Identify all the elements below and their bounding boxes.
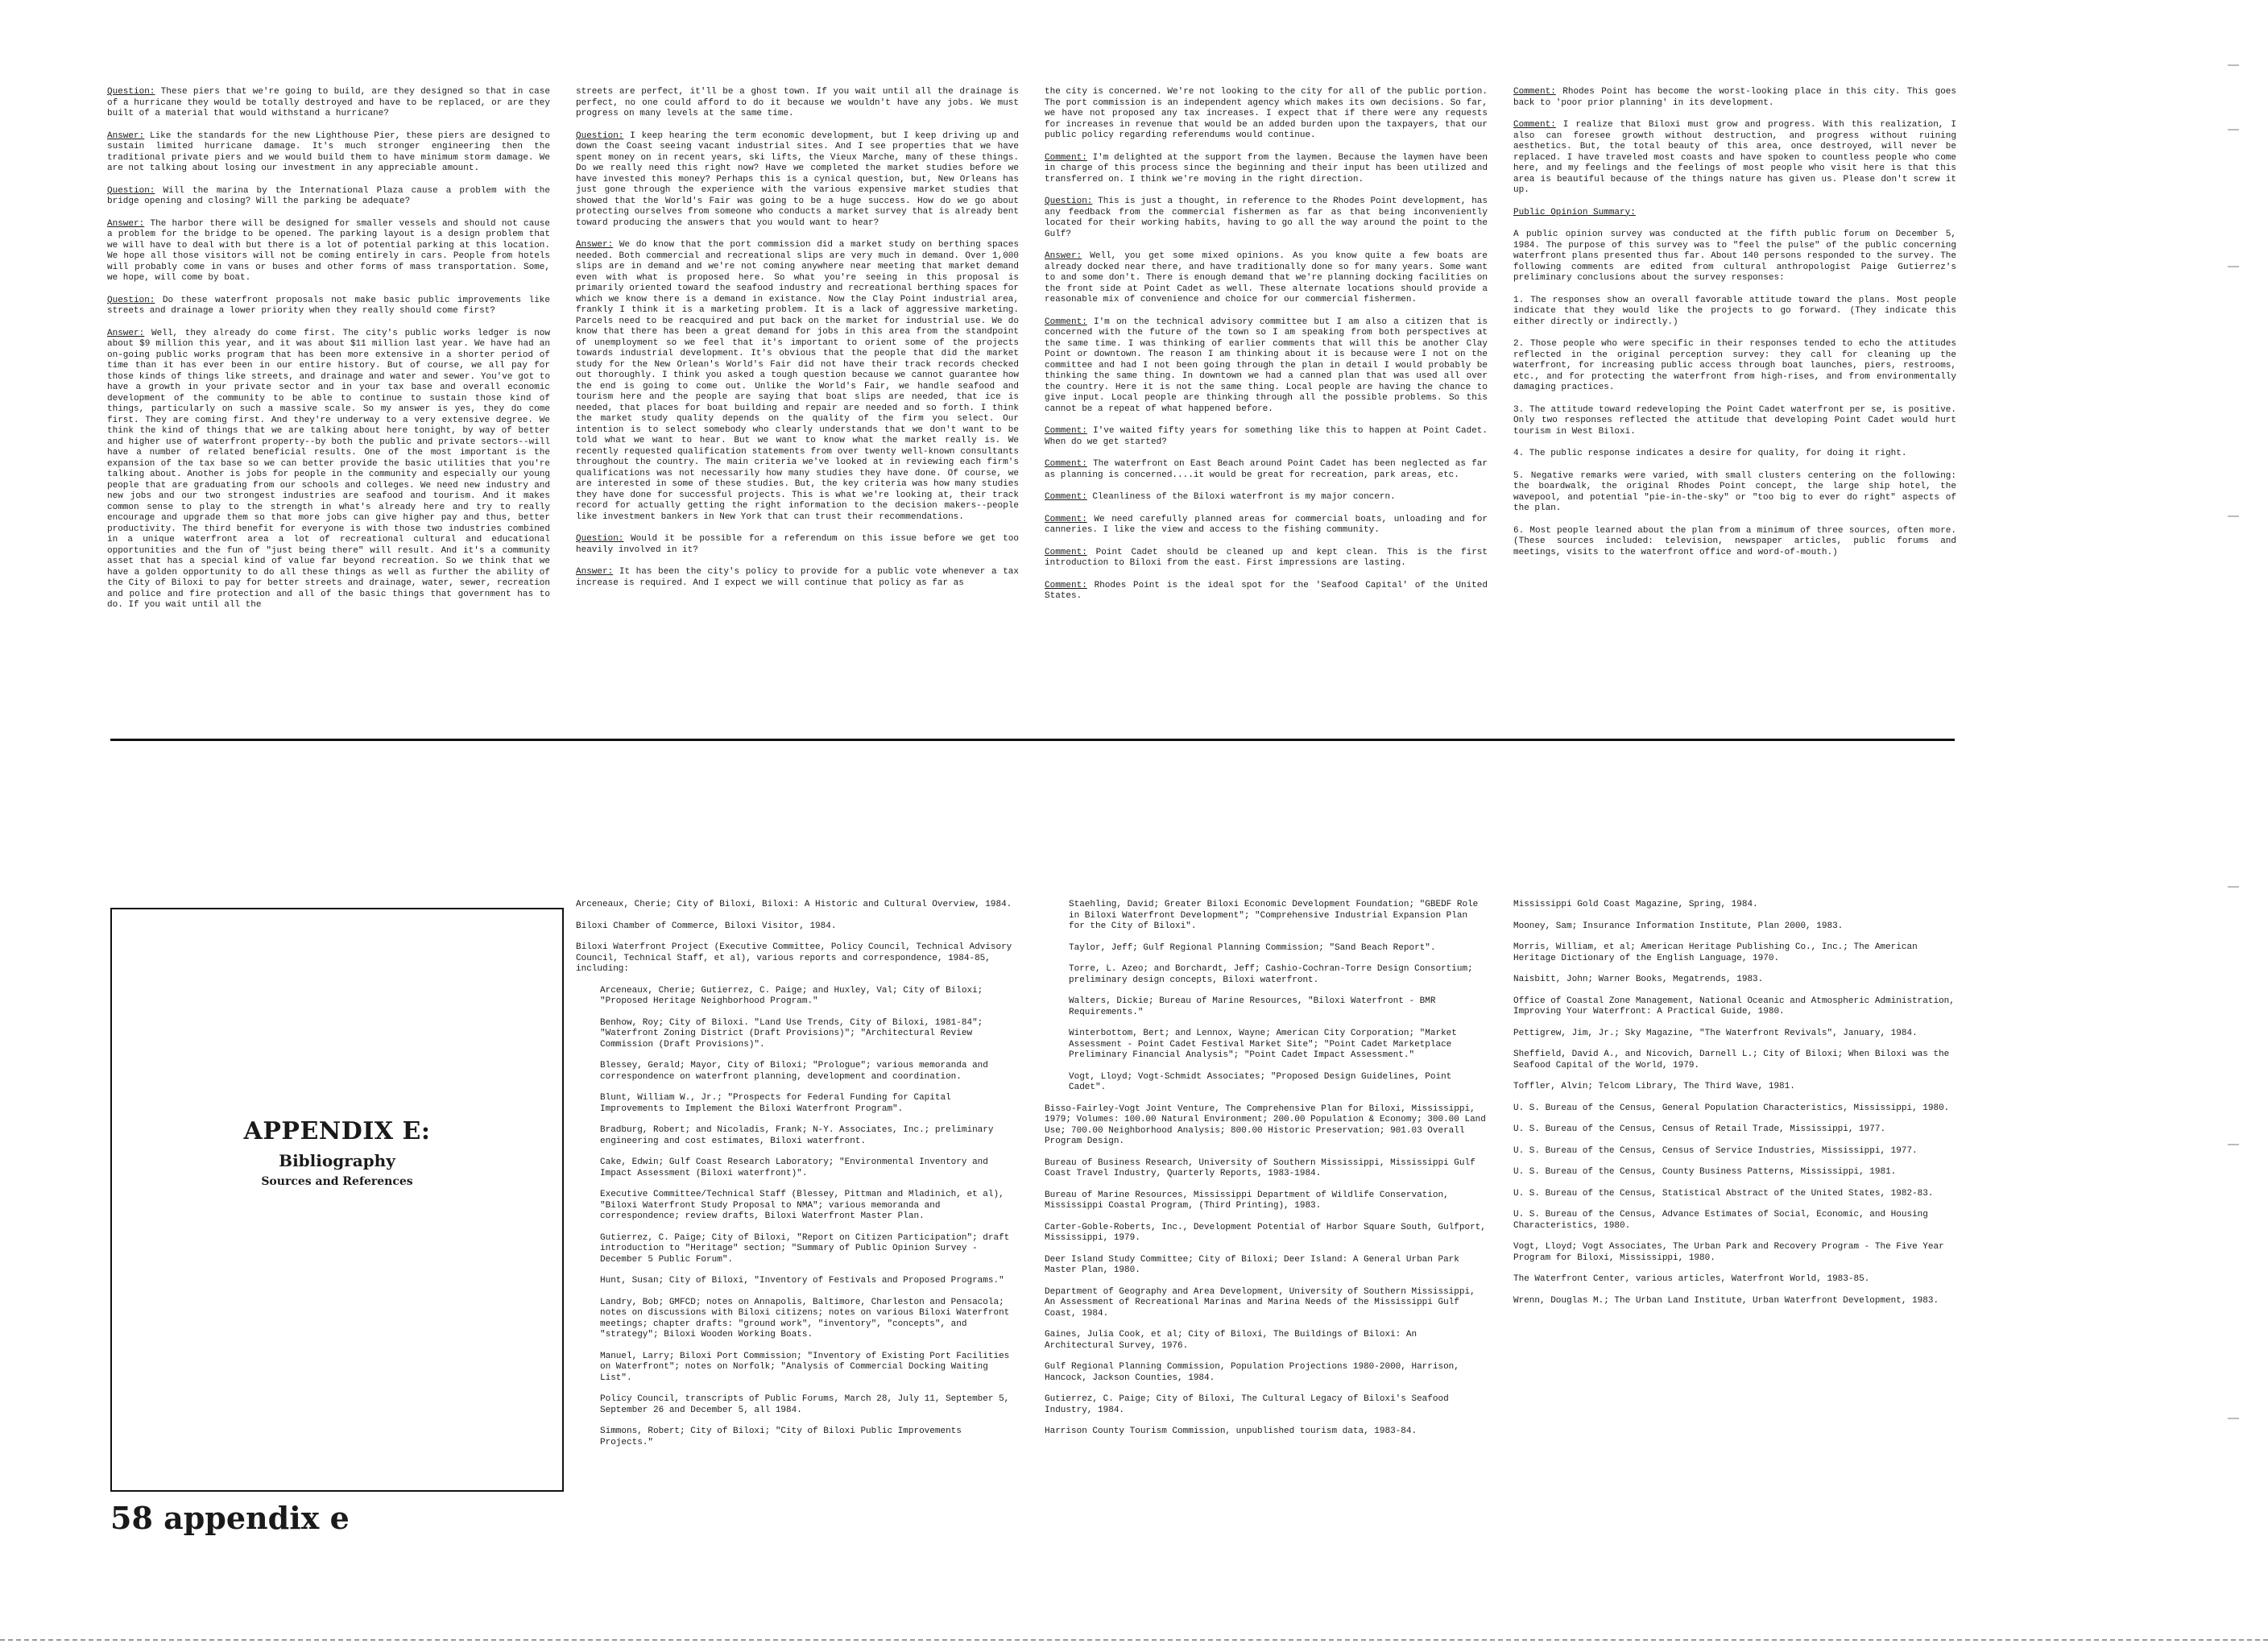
paragraph-label: Public Opinion Summary:	[1513, 207, 1636, 217]
text-column-3	[1045, 87, 1488, 614]
bibliography-entry: Winterbottom, Bert; and Lennox, Wayne; American City Corporation; "Market Assessment - Point Cadet Festival Market Site"; "Point Cadet Marketplace Preliminary Financial Analysis"; "Point Cadet Impact Assessment."	[1069, 1029, 1457, 1060]
scan-edge-mark	[2228, 129, 2239, 130]
paragraph-label: Comment:	[1045, 152, 1087, 163]
paragraph-label: Question:	[107, 185, 155, 196]
paragraph-label: Question:	[107, 87, 155, 97]
paragraph-text: I keep hearing the term economic development, but I keep driving up and down the Coast seeing vacant industrial sites. And I see properties that we have spent money on in recent years, ski lifts, the Vieux Marche, many of these things. Do we really need this right now? Have we completed the market studies before we have invested this money? Perhaps this is a cynical question, but, New Orleans has just gone through the experience with the various expensive market studies that showed that the World's Fair was going to be a huge success. How do we go about protecting ourselves from someone who conducts a market survey that is already bent toward producing the answers that you would want to hear?	[576, 130, 1019, 228]
paragraph-label: Comment:	[1045, 547, 1087, 557]
paragraph-text: I'm delighted at the support from the laymen. Because the laymen have been in charge of this process since the beginning and their input has been utilized and transferred on. I think we're moving in the right direction.	[1045, 152, 1488, 184]
bibliography-entry: Policy Council, transcripts of Public Forums, March 28, July 11, September 5, September 26 and December 5, all 1984.	[600, 1394, 1010, 1415]
bibliography-entry: Biloxi Waterfront Project (Executive Committee, Policy Council, Technical Advisory Council, Technical Staff, et al), various reports and correspondence, 1984-85, including:	[576, 942, 1012, 974]
appendix-subtitle: Bibliography	[279, 1151, 395, 1170]
bibliography-entry: Torre, L. Azeo; and Borchardt, Jeff; Cashio-Cochran-Torre Design Consortium; preliminary design concepts, Biloxi waterfront.	[1069, 964, 1473, 985]
bibliography-entry: Bureau of Business Research, University of Southern Mississippi, Mississippi Gulf Coast Travel Industry, Quarterly Reports, 1983-1984.	[1045, 1157, 1475, 1178]
paragraph-label: Answer:	[576, 240, 614, 250]
paragraph-label: Answer:	[107, 130, 145, 141]
paragraph-label: Comment:	[1045, 492, 1087, 502]
paragraph	[1513, 471, 1956, 515]
bibliography-entry: U. S. Bureau of the Census, Census of Retail Trade, Mississippi, 1977.	[1513, 1124, 1886, 1134]
bibliography-entry: Taylor, Jeff; Gulf Regional Planning Commission; "Sand Beach Report".	[1069, 942, 1436, 953]
bibliography-entry: Bisso-Fairley-Vogt Joint Venture, The Comprehensive Plan for Biloxi, Mississippi, 1979; Volumes: 100.00 Natural Environment; 200.00 Population & Economy; 300.00 Land Use; 700.00 Neighborhood Analysis; 800.00 Historic Preservation; 901.03 Overall Program Design.	[1045, 1103, 1486, 1146]
scan-edge-mark	[2228, 516, 2239, 517]
bibliography-entry: Sheffield, David A., and Nicovich, Darnell L.; City of Biloxi; When Biloxi was the Seafood Capital of the World, 1979.	[1513, 1050, 1950, 1070]
bibliography-entry: Walters, Dickie; Bureau of Marine Resources, "Biloxi Waterfront - BMR Requirements."	[1069, 996, 1436, 1017]
bibliography-entry: Carter-Goble-Roberts, Inc., Development Potential of Harbor Square South, Gulfport, Mississippi, 1979.	[1045, 1222, 1486, 1243]
bibliography-entry: Staehling, David; Greater Biloxi Economic Development Foundation; "GBEDF Role in Biloxi Waterfront Development"; "Comprehensive Industrial Expansion Plan for the City of Biloxi".	[1069, 900, 1479, 931]
bibliography-entry: U. S. Bureau of the Census, County Business Patterns, Mississippi, 1981.	[1513, 1167, 1897, 1177]
paragraph	[576, 567, 1019, 589]
paragraph-text: streets are perfect, it'll be a ghost town. If you wait until all the drainage is perfect, no one could afford to do it because we wouldn't have any jobs. We must progress on many levels at the same time.	[576, 87, 1019, 118]
scan-edge-mark	[2228, 64, 2239, 66]
bibliography-column-3	[1513, 900, 1956, 1317]
paragraph	[107, 296, 550, 317]
bibliography-entry: Blunt, William W., Jr.; "Prospects for Federal Funding for Capital Improvements to Implement the Biloxi Waterfront Program".	[600, 1093, 951, 1114]
paragraph	[1045, 515, 1488, 536]
bibliography-entry: Deer Island Study Committee; City of Biloxi; Deer Island: A General Urban Park Master Plan, 1980.	[1045, 1254, 1459, 1275]
scan-edge-mark	[2228, 1418, 2239, 1419]
paragraph-text: the city is concerned. We're not looking to the city for all of the public portion. The port commission is an independent agency which makes its own decisions. So far, we have not proposed any tax increases. I expect that if there were any requests for increases in revenue that would be an added burden upon the taxpayers, that our public policy regarding referendums would continue.	[1045, 87, 1488, 140]
bibliography-entry: Harrison County Tourism Commission, unpublished tourism data, 1983-84.	[1045, 1426, 1418, 1436]
paragraph-text: Well, they already do come first. The city's public works ledger is now about $9 million this year, and it was about $11 million last year. We have had an on-going public works program that has been more extensive in a shorter period of time than it has ever been in our entire history. But of course, we all pay for those kinds of things like streets, and drainage and water and sewer. You've got to have a growth in your private sector and in your tax base and overall economic development of the community to be able to continue to sustain those kind of things, particularly on such a massive scale. So my answer is yes, they do come first. They are coming first. And they're underway to a very extensive degree. We think the kind of things that we are talking about here tonight, by way of better and higher use of waterfront property--by both the public and private sectors--will have a number of related beneficial results. One of the most important is the expansion of the tax base so we can better provide the basic utilities that you're talking about. Another is jobs for people in the community and especially our young people that are graduating from our schools and colleges. We need new industry and new jobs and our two strongest industries are seafood and tourism. And it makes common sense to play to the strength in what's already here and try to really encourage and upgrade them so that more jobs can give higher pay and thus, better productivity. The third benefit for everyone is with those two industries combined in a unique waterfront area a lot of recreational cultural and educational opportunities and the fun of "just being there" will result. And it's a community asset that has a special kind of value far beyond recreation. So we think that we have a golden opportunity to do all these things as well as further the ability of the City of Biloxi to pay for better streets and drainage, water, sewer, recreation and police and fire protection and all of the basic things that government has to do. If you wait until all the	[107, 328, 550, 610]
bibliography-entry: Cake, Edwin; Gulf Coast Research Laboratory; "Environmental Inventory and Impact Assessment (Biloxi waterfront)".	[600, 1157, 988, 1178]
paragraph	[1045, 492, 1488, 503]
paragraph	[1513, 449, 1956, 460]
bibliography-entry: Wrenn, Douglas M.; The Urban Land Institute, Urban Waterfront Development, 1983.	[1513, 1295, 1939, 1306]
bibliography-entry: Vogt, Lloyd; Vogt Associates, The Urban Park and Recovery Program - The Five Year Program for Biloxi, Mississippi, 1980.	[1513, 1242, 1944, 1263]
paragraph-label: Comment:	[1513, 120, 1556, 130]
paragraph-text: Rhodes Point has become the worst-looking place in this city. This goes back to 'poor prior planning' in its development.	[1513, 87, 1956, 108]
paragraph	[576, 534, 1019, 556]
paragraph-text: 2. Those people who were specific in their responses tended to echo the attitudes reflected in the original perception survey: they call for cleaning up the waterfront, for increasing public access through boat launches, piers, restrooms, etc., and for protecting the waterfront from high-rises, and from environmentally damaging practices.	[1513, 339, 1956, 392]
paragraph-text: 5. Negative remarks were varied, with small clusters centering on the following: the boardwalk, the original Rhodes Point concept, the large ship hotel, the wavepool, and potential "pie-in-the-sky" or "too big to ever do right" aspects of the plan.	[1513, 470, 1956, 513]
paragraph	[1513, 526, 1956, 559]
paragraph-text: This is just a thought, in reference to the Rhodes Point development, has any feedback from the commercial fishermen as far as that being inconveniently located for their working habits, having to go all the way around the point to the Gulf?	[1045, 197, 1488, 239]
bibliography-entry: Executive Committee/Technical Staff (Blessey, Pittman and Mladinich, et al), "Biloxi Waterfront Study Proposal to NMA"; various memoranda and correspondence; review drafts, Biloxi Waterfront Master Plan.	[600, 1190, 1004, 1221]
paragraph	[107, 329, 550, 611]
bibliography-entry: Toffler, Alvin; Telcom Library, The Third Wave, 1981.	[1513, 1082, 1795, 1091]
paragraph-label: Comment:	[1045, 317, 1087, 327]
bibliography-entry: Landry, Bob; GMFCD; notes on Annapolis, Baltimore, Charleston and Pensacola; notes on discussions with Biloxi citizens; notes on various Biloxi Waterfront meetings; chapter drafts: "ground work", "inventory", "concepts", and "strategy"; Biloxi Wooden Working Boats.	[600, 1297, 1010, 1340]
paragraph-label: Question:	[576, 130, 624, 141]
bibliography-entry: Hunt, Susan; City of Biloxi, "Inventory of Festivals and Proposed Programs."	[600, 1276, 1004, 1286]
paragraph-label: Comment:	[1045, 514, 1087, 524]
paragraph-label: Comment:	[1045, 580, 1087, 590]
paragraph-text: These piers that we're going to build, are they designed so that in case of a hurricane they would be totally destroyed and have to be replaced, or are they built of a material that would withstand a hurricane?	[107, 87, 550, 118]
paragraph	[1513, 405, 1956, 438]
bibliography-entry: Blessey, Gerald; Mayor, City of Biloxi; "Prologue"; various memoranda and correspondence on waterfront planning, development and coordination.	[600, 1061, 988, 1082]
bibliography-entry: Bradburg, Robert; and Nicoladis, Frank; N-Y. Associates, Inc.; preliminary engineering and cost estimates, Biloxi waterfront.	[600, 1125, 994, 1146]
bibliography-entry: Benhow, Roy; City of Biloxi. "Land Use Trends, City of Biloxi, 1981-84"; "Waterfront Zoning District (Draft Provisions)"; "Architectural Review Commission (Draft Provisions)".	[600, 1017, 983, 1050]
paragraph	[1513, 296, 1956, 329]
bibliography-entry: Department of Geography and Area Development, University of Southern Mississippi, An Assessment of Recreational Marinas and Marina Needs of the Mississippi Gulf Coast, 1984.	[1045, 1286, 1475, 1319]
text-column-4	[1513, 87, 1956, 569]
paragraph-text: 1. The responses show an overall favorable attitude toward the plans. Most people indicate that they would like the projects to go forward. (They indicate this either directly or indirectly.)	[1513, 295, 1956, 327]
page-footer: 58 appendix e	[110, 1500, 350, 1536]
paragraph-label: Question:	[1045, 197, 1093, 206]
section-divider	[110, 739, 1955, 741]
paragraph-label: Answer:	[576, 567, 614, 577]
paragraph-label: Question:	[107, 295, 155, 305]
bibliography-entry: Pettigrew, Jim, Jr.; Sky Magazine, "The Waterfront Revivals", January, 1984.	[1513, 1028, 1918, 1038]
paragraph-text: The waterfront on East Beach around Point Cadet has been neglected as far as planning is concerned....it would be great for recreation, park areas, etc.	[1045, 459, 1488, 480]
paragraph	[1513, 120, 1956, 197]
paragraph-text: We need carefully planned areas for commercial boats, unloading and for canneries. I like the view and access to the fishing community.	[1045, 514, 1488, 535]
paragraph	[107, 219, 550, 284]
bibliography-entry: Gulf Regional Planning Commission, Population Projections 1980-2000, Harrison, Hancock, Jackson Counties, 1984.	[1045, 1362, 1459, 1383]
paragraph-text: 3. The attitude toward redeveloping the Point Cadet waterfront per se, is positive. Only two responses reflected the attitude that developing Point Cadet would hurt tourism in West Biloxi.	[1513, 404, 1956, 437]
paragraph	[1045, 317, 1488, 416]
paragraph-text: Rhodes Point is the ideal spot for the 'Seafood Capital' of the United States.	[1045, 580, 1488, 601]
bibliography-entry: Naisbitt, John; Warner Books, Megatrends, 1983.	[1513, 975, 1764, 984]
scan-edge-mark	[2228, 886, 2239, 888]
paragraph	[1513, 208, 1956, 219]
paragraph-label: Question:	[576, 534, 624, 544]
paragraph-label: Answer:	[107, 328, 145, 338]
appendix-title-box	[110, 908, 564, 1492]
paragraph-label: Comment:	[1045, 459, 1087, 469]
bibliography-entry: U. S. Bureau of the Census, Census of Service Industries, Mississippi, 1977.	[1513, 1145, 1918, 1156]
paragraph-label: Answer:	[107, 218, 145, 229]
paragraph-text: Would it be possible for a referendum on this issue before we get too heavily involved in it?	[576, 534, 1019, 555]
paragraph	[1045, 459, 1488, 481]
bibliography-entry: U. S. Bureau of the Census, Advance Estimates of Social, Economic, and Housing Characteristics, 1980.	[1513, 1210, 1928, 1231]
bibliography-entry: Arceneaux, Cherie; City of Biloxi, Biloxi: A Historic and Cultural Overview, 1984.	[576, 900, 1012, 909]
bibliography-entry: Office of Coastal Zone Management, National Oceanic and Atmospheric Administration, Improving Your Waterfront: A Practical Guide, 1980.	[1513, 996, 1955, 1017]
scan-edge-mark	[2228, 1144, 2239, 1145]
appendix-title: APPENDIX E:	[243, 1117, 431, 1145]
bibliography-entry: Gaines, Julia Cook, et al; City of Biloxi, The Buildings of Biloxi: An Architectural Survey, 1976.	[1045, 1330, 1418, 1351]
paragraph-text: 4. The public response indicates a desire for quality, for doing it right.	[1513, 449, 1907, 458]
text-column-1	[107, 87, 550, 623]
paragraph	[1513, 230, 1956, 284]
paragraph-text: I've waited fifty years for something like this to happen at Point Cadet. When do we get started?	[1045, 426, 1488, 447]
bibliography-entry: Mooney, Sam; Insurance Information Institute, Plan 2000, 1983.	[1513, 921, 1844, 931]
paragraph-label: Comment:	[1045, 426, 1087, 436]
paragraph	[1513, 339, 1956, 394]
paragraph-text: It has been the city's policy to provide for a public vote whenever a tax increase is required. And I expect we will continue that policy as far as	[576, 567, 1019, 588]
bibliography-column-2	[1045, 900, 1488, 1448]
paragraph-label: Comment:	[1513, 87, 1556, 97]
paragraph-text: We do know that the port commission did a market study on berthing spaces needed. Both commercial and recreational slips are very much in demand. Over 1,000 slips are in demand and we're not coming anywhere near meeting that market demand even with what is proposed here. So what you're seeing in this proposal is primarily oriented toward the seafood industry and recreational berthing spaces for which we know there is a demand in existance. Now the Clay Point industrial area, frankly I think it is a marketing problem. It is a lack of aggressive marketing. Parcels need to be reacquired and put back on the market for industrial use. We do know that there has been a great demand for jobs in this area from the standpoint of unemployment so we feel that it's important to orient some of the projects towards industrial development. It's obvious that the people that did the market study for the New Orlean's World's Fair did not have their track records checked out thoroughly. I think you asked a tough question because we cannot guarantee how the end is going to come out. Unlike the World's Fair, we handle seafood and tourism here and the people are saying that boat slips are needed, that ice is needed, that places for boat building and repair are needed and so forth. I think the market study quality depends on the quality of the firm you select. Our intention is to select somebody who clearly understands that we don't want to be told what we want to hear. But we want to know what the market really is. We recently requested qualification statements from over twenty well-known consultants throughout the country. The main criteria we've looked at in reviewing each firm's qualifications was not necessarily how many studies they have done. Of course, we are interested in some of these studies. But, the key criteria was how many studies they have done for successful projects. This is what we're looking at, their track record for actually getting the right information to the decision makers--people like investment bankers in New York that can trust their recommendations.	[576, 240, 1019, 522]
paragraph-text: I realize that Biloxi must grow and progress. With this realization, I also can foresee growth without destruction, and progress without ruining aesthetics. But, the total beauty of this area, once destroyed, will never be replaced. I have traveled most coasts and have spoken to countless people who come here, and my feelings and the feelings of most people who visit here is that this area is beautiful because of the things nature has given us. Please don't screw it up.	[1513, 120, 1956, 195]
paragraph-text: Cleanliness of the Biloxi waterfront is my major concern.	[1086, 492, 1396, 502]
paragraph-text: Point Cadet should be cleaned up and kept clean. This is the first introduction to Biloxi from the east. First impressions are lasting.	[1045, 547, 1488, 568]
bibliography-entry: Biloxi Chamber of Commerce, Biloxi Visitor, 1984.	[576, 921, 837, 931]
bibliography-entry: Gutierrez, C. Paige; City of Biloxi, The Cultural Legacy of Biloxi's Seafood Industry, 1984.	[1045, 1394, 1449, 1415]
paragraph-text: I'm on the technical advisory committee but I am also a citizen that is concerned with the future of the town so I am speaking from both perspectives at the same time. I was thinking of earlier comments that will this be another Clay Point or downtown. The reason I am thinking about it is because were I not on the committee and had I not been going through the plan in detail I would probably be thinking the same thing. In downtown we had a canned plan that was used all over the country. Here it is not the same thing. Local people are having the chance to give input. Local people are thinking through all the possible problems. So this cannot be a repeat of what happened before.	[1045, 317, 1488, 414]
paragraph-text: A public opinion survey was conducted at the fifth public forum on December 5, 1984. The purpose of this survey was to "feel the pulse" of the public concerning waterfront plans presented thus far. About 140 persons responded to the survey. The following comments are edited from cultural anthropologist Paige Gutierrez's preliminary conclusions about the survey responses:	[1513, 230, 1956, 283]
bibliography-entry: Arceneaux, Cherie; Gutierrez, C. Paige; and Huxley, Val; City of Biloxi; "Proposed Heritage Neighborhood Program."	[600, 985, 983, 1006]
bibliography-entry: Vogt, Lloyd; Vogt-Schmidt Associates; "Proposed Design Guidelines, Point Cadet".	[1069, 1071, 1452, 1092]
paragraph-label: Answer:	[1045, 251, 1082, 261]
paragraph	[1045, 581, 1488, 602]
text-column-2	[576, 87, 1019, 600]
bibliography-entry: U. S. Bureau of the Census, General Population Characteristics, Mississippi, 1980.	[1513, 1103, 1950, 1113]
paragraph	[107, 131, 550, 175]
paragraph	[576, 87, 1019, 120]
bibliography-entry: Gutierrez, C. Paige; City of Biloxi, "Report on Citizen Participation"; draft introduction to "Heritage" section; "Summary of Public Opinion Survey - December 5 Public Forum".	[600, 1232, 1010, 1265]
bibliography-entry: Simmons, Robert; City of Biloxi; "City of Biloxi Public Improvements Projects."	[600, 1426, 962, 1447]
bibliography-entry: Manuel, Larry; Biloxi Port Commission; "Inventory of Existing Port Facilities on Waterfront"; notes on Norfolk; "Analysis of Commercial Docking Waiting List".	[600, 1351, 1010, 1383]
paragraph-text: The harbor there will be designed for smaller vessels and should not cause a problem for the bridge to be opened. The parking layout is a design problem that we will have to deal with but there is a lot of potential parking at this location. We hope all those visitors will not be coming entirely in cars. People from hotels will probably come in vans or buses and other forms of mass transportation. Some, we hope, will come by boat.	[107, 218, 550, 283]
paragraph-text: Well, you get some mixed opinions. As you know quite a few boats are already docked near there, and have traditionally done so for many years. Some want to and some don't. There is enough demand that we're planning docking facilities on the front side at Point Cadet as well. These alternate locations should provide a reasonable mix of convenience and choice for our commercial fishermen.	[1045, 251, 1488, 304]
paragraph	[1513, 87, 1956, 109]
paragraph	[107, 186, 550, 208]
paragraph-text: Do these waterfront proposals not make basic public improvements like streets and drainage a lower priority when they really should come first?	[107, 295, 550, 316]
paragraph	[1045, 197, 1488, 240]
appendix-subtitle-2: Sources and References	[261, 1175, 413, 1188]
paragraph	[1045, 87, 1488, 142]
bibliography-entry: Mississippi Gold Coast Magazine, Spring, 1984.	[1513, 900, 1758, 909]
bibliography-entry: The Waterfront Center, various articles, Waterfront World, 1983-85.	[1513, 1274, 1870, 1284]
paragraph	[1045, 251, 1488, 306]
bibliography-entry: Morris, William, et al; American Heritage Publishing Co., Inc.; The American Heritage Dictionary of the English Language, 1970.	[1513, 942, 1918, 963]
paragraph	[107, 87, 550, 120]
bibliography-entry: Bureau of Marine Resources, Mississippi Department of Wildlife Conservation, Mississippi Coastal Program, (Third Printing), 1983.	[1045, 1190, 1449, 1211]
paragraph-text: Will the marina by the International Plaza cause a problem with the bridge opening and closing? Will the parking be adequate?	[107, 185, 550, 206]
scan-edge-mark	[2228, 266, 2239, 267]
paragraph-text: Like the standards for the new Lighthouse Pier, these piers are designed to sustain limited hurricane damage. It's much stronger engineering then the traditional private piers and we would build them to have minimum storm damage. We are not talking about losing our investment in any appreciable amount.	[107, 130, 550, 173]
paragraph	[576, 131, 1019, 230]
paragraph	[1045, 153, 1488, 186]
paragraph	[1045, 548, 1488, 569]
bibliography-column-1	[576, 900, 1019, 1459]
bibliography-entry: U. S. Bureau of the Census, Statistical Abstract of the United States, 1982-83.	[1513, 1188, 1934, 1199]
scan-bottom-edge	[0, 1639, 2268, 1641]
paragraph	[1045, 426, 1488, 448]
paragraph	[576, 240, 1019, 523]
paragraph-text: 6. Most people learned about the plan from a minimum of three sources, often more. (These sources included: television, newspaper articles, public forums and meetings, visits to the waterfront office and word-of-mouth.)	[1513, 525, 1956, 557]
